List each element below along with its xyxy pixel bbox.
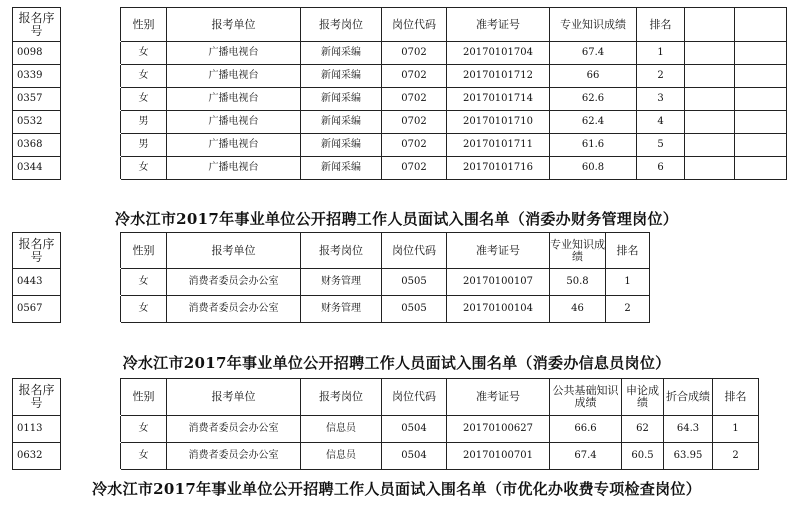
cell-seq: 0632 bbox=[13, 443, 61, 470]
cell-rank: 6 bbox=[637, 157, 685, 180]
cell-rank: 1 bbox=[713, 416, 759, 443]
cell-rank: 2 bbox=[606, 296, 650, 323]
empty-cell bbox=[735, 88, 787, 111]
cell-score-total: 63.95 bbox=[664, 443, 713, 470]
header-cell: 准考证号 bbox=[447, 8, 550, 42]
cell-code: 0504 bbox=[382, 443, 447, 470]
cell-rank: 5 bbox=[637, 134, 685, 157]
cell-post: 新闻采编 bbox=[301, 88, 382, 111]
table-row bbox=[13, 42, 787, 65]
cell-unit: 消费者委员会办公室 bbox=[167, 269, 301, 296]
header-cell: 专业知识成绩 bbox=[550, 233, 606, 269]
cell-unit: 广播电视台 bbox=[167, 134, 301, 157]
cell-gender: 女 bbox=[121, 42, 167, 65]
header-cell: 报考岗位 bbox=[301, 379, 382, 416]
empty-cell bbox=[685, 134, 735, 157]
header-cell: 专业知识成绩 bbox=[550, 8, 637, 42]
cell-seq: 0357 bbox=[13, 88, 61, 111]
cell-code: 0702 bbox=[382, 111, 447, 134]
cell-ticket: 20170101716 bbox=[447, 157, 550, 180]
cell-code: 0505 bbox=[382, 296, 447, 323]
cell-gender: 女 bbox=[121, 416, 167, 443]
redacted-cell bbox=[61, 296, 121, 323]
header-cell: 排名 bbox=[637, 8, 685, 42]
empty-cell bbox=[685, 111, 735, 134]
redacted-cell bbox=[61, 233, 121, 269]
cell-unit: 消费者委员会办公室 bbox=[167, 443, 301, 470]
redacted-cell bbox=[61, 157, 121, 180]
cell-score: 66 bbox=[550, 65, 637, 88]
cell-unit: 广播电视台 bbox=[167, 157, 301, 180]
cell-gender: 女 bbox=[121, 269, 167, 296]
cell-score-public: 67.4 bbox=[550, 443, 622, 470]
cell-ticket: 20170100104 bbox=[447, 296, 550, 323]
header-cell: 报名序号 bbox=[13, 233, 61, 269]
redacted-cell bbox=[61, 88, 121, 111]
cell-gender: 女 bbox=[121, 296, 167, 323]
cell-score: 50.8 bbox=[550, 269, 606, 296]
redacted-cell bbox=[61, 111, 121, 134]
cell-post: 新闻采编 bbox=[301, 65, 382, 88]
redacted-cell bbox=[61, 379, 121, 416]
header-cell: 公共基础知识成绩 bbox=[550, 379, 622, 416]
cell-ticket: 20170100627 bbox=[447, 416, 550, 443]
header-cell: 报考岗位 bbox=[301, 233, 382, 269]
header-cell: 排名 bbox=[713, 379, 759, 416]
cell-post: 信息员 bbox=[301, 443, 382, 470]
header-cell: 报考单位 bbox=[167, 233, 301, 269]
header-cell: 排名 bbox=[606, 233, 650, 269]
empty-cell bbox=[685, 42, 735, 65]
cell-seq: 0443 bbox=[13, 269, 61, 296]
cell-code: 0505 bbox=[382, 269, 447, 296]
header-cell: 报考单位 bbox=[167, 8, 301, 42]
table-header-row bbox=[13, 233, 650, 269]
cell-seq: 0344 bbox=[13, 157, 61, 180]
empty-cell bbox=[685, 88, 735, 111]
cell-unit: 消费者委员会办公室 bbox=[167, 296, 301, 323]
cell-code: 0504 bbox=[382, 416, 447, 443]
table-finance bbox=[12, 232, 650, 323]
cell-rank: 1 bbox=[606, 269, 650, 296]
header-cell: 申论成绩 bbox=[622, 379, 664, 416]
cell-gender: 男 bbox=[121, 111, 167, 134]
cell-ticket: 20170101711 bbox=[447, 134, 550, 157]
section-title-info: 冷水江市2017年事业单位公开招聘工作人员面试入围名单（消委办信息员岗位） bbox=[122, 354, 671, 372]
cell-code: 0702 bbox=[382, 157, 447, 180]
table-row bbox=[13, 111, 787, 134]
redacted-cell bbox=[61, 416, 121, 443]
cell-post: 新闻采编 bbox=[301, 42, 382, 65]
table-row bbox=[13, 88, 787, 111]
empty-cell bbox=[735, 8, 787, 42]
header-cell: 准考证号 bbox=[447, 379, 550, 416]
table-xinwen bbox=[12, 7, 787, 180]
header-cell: 报名序号 bbox=[13, 8, 61, 42]
table-row bbox=[13, 416, 759, 443]
header-cell: 报考单位 bbox=[167, 379, 301, 416]
cell-code: 0702 bbox=[382, 42, 447, 65]
cell-ticket: 20170101714 bbox=[447, 88, 550, 111]
cell-ticket: 20170101712 bbox=[447, 65, 550, 88]
cell-score-essay: 60.5 bbox=[622, 443, 664, 470]
empty-cell bbox=[685, 8, 735, 42]
cell-rank: 2 bbox=[713, 443, 759, 470]
redacted-cell bbox=[61, 134, 121, 157]
cell-unit: 广播电视台 bbox=[167, 65, 301, 88]
header-cell: 性别 bbox=[121, 8, 167, 42]
section-title-inspection: 冷水江市2017年事业单位公开招聘工作人员面试入围名单（市优化办收费专项检查岗位） bbox=[91, 480, 702, 498]
cell-post: 财务管理 bbox=[301, 269, 382, 296]
cell-seq: 0567 bbox=[13, 296, 61, 323]
table-row bbox=[13, 65, 787, 88]
table-header-row bbox=[13, 379, 759, 416]
cell-seq: 0368 bbox=[13, 134, 61, 157]
header-cell: 报考岗位 bbox=[301, 8, 382, 42]
header-cell: 岗位代码 bbox=[382, 8, 447, 42]
redacted-cell bbox=[61, 8, 121, 42]
cell-score-public: 66.6 bbox=[550, 416, 622, 443]
header-cell: 岗位代码 bbox=[382, 379, 447, 416]
cell-score-total: 64.3 bbox=[664, 416, 713, 443]
table-row bbox=[13, 443, 759, 470]
cell-post: 信息员 bbox=[301, 416, 382, 443]
cell-seq: 0339 bbox=[13, 65, 61, 88]
empty-cell bbox=[735, 65, 787, 88]
cell-gender: 女 bbox=[121, 65, 167, 88]
table-row bbox=[13, 134, 787, 157]
redacted-cell bbox=[61, 42, 121, 65]
cell-unit: 广播电视台 bbox=[167, 88, 301, 111]
header-cell: 性别 bbox=[121, 379, 167, 416]
cell-seq: 0532 bbox=[13, 111, 61, 134]
cell-unit: 广播电视台 bbox=[167, 111, 301, 134]
cell-score: 62.4 bbox=[550, 111, 637, 134]
cell-post: 新闻采编 bbox=[301, 111, 382, 134]
cell-score-essay: 62 bbox=[622, 416, 664, 443]
cell-post: 新闻采编 bbox=[301, 134, 382, 157]
cell-score: 60.8 bbox=[550, 157, 637, 180]
redacted-cell bbox=[61, 269, 121, 296]
cell-ticket: 20170101704 bbox=[447, 42, 550, 65]
cell-gender: 女 bbox=[121, 443, 167, 470]
cell-post: 新闻采编 bbox=[301, 157, 382, 180]
table-row bbox=[13, 296, 650, 323]
cell-score: 62.6 bbox=[550, 88, 637, 111]
cell-gender: 男 bbox=[121, 134, 167, 157]
header-cell: 性别 bbox=[121, 233, 167, 269]
cell-seq: 0113 bbox=[13, 416, 61, 443]
empty-cell bbox=[685, 157, 735, 180]
empty-cell bbox=[685, 65, 735, 88]
cell-rank: 1 bbox=[637, 42, 685, 65]
cell-score: 67.4 bbox=[550, 42, 637, 65]
table-header-row bbox=[13, 8, 787, 42]
section-title-finance: 冷水江市2017年事业单位公开招聘工作人员面试入围名单（消委办财务管理岗位） bbox=[114, 210, 679, 228]
cell-rank: 4 bbox=[637, 111, 685, 134]
header-cell: 岗位代码 bbox=[382, 233, 447, 269]
cell-seq: 0098 bbox=[13, 42, 61, 65]
cell-ticket: 20170101710 bbox=[447, 111, 550, 134]
cell-score: 46 bbox=[550, 296, 606, 323]
cell-rank: 2 bbox=[637, 65, 685, 88]
cell-score: 61.6 bbox=[550, 134, 637, 157]
header-cell: 折合成绩 bbox=[664, 379, 713, 416]
table-info bbox=[12, 378, 759, 470]
header-cell: 报名序号 bbox=[13, 379, 61, 416]
cell-post: 财务管理 bbox=[301, 296, 382, 323]
cell-code: 0702 bbox=[382, 65, 447, 88]
empty-cell bbox=[735, 111, 787, 134]
header-cell: 准考证号 bbox=[447, 233, 550, 269]
empty-cell bbox=[735, 42, 787, 65]
cell-unit: 消费者委员会办公室 bbox=[167, 416, 301, 443]
cell-ticket: 20170100701 bbox=[447, 443, 550, 470]
cell-unit: 广播电视台 bbox=[167, 42, 301, 65]
redacted-cell bbox=[61, 65, 121, 88]
cell-gender: 女 bbox=[121, 157, 167, 180]
cell-rank: 3 bbox=[637, 88, 685, 111]
cell-gender: 女 bbox=[121, 88, 167, 111]
redacted-cell bbox=[61, 443, 121, 470]
table-row bbox=[13, 269, 650, 296]
cell-code: 0702 bbox=[382, 88, 447, 111]
empty-cell bbox=[735, 134, 787, 157]
cell-ticket: 20170100107 bbox=[447, 269, 550, 296]
table-row bbox=[13, 157, 787, 180]
cell-code: 0702 bbox=[382, 134, 447, 157]
empty-cell bbox=[735, 157, 787, 180]
